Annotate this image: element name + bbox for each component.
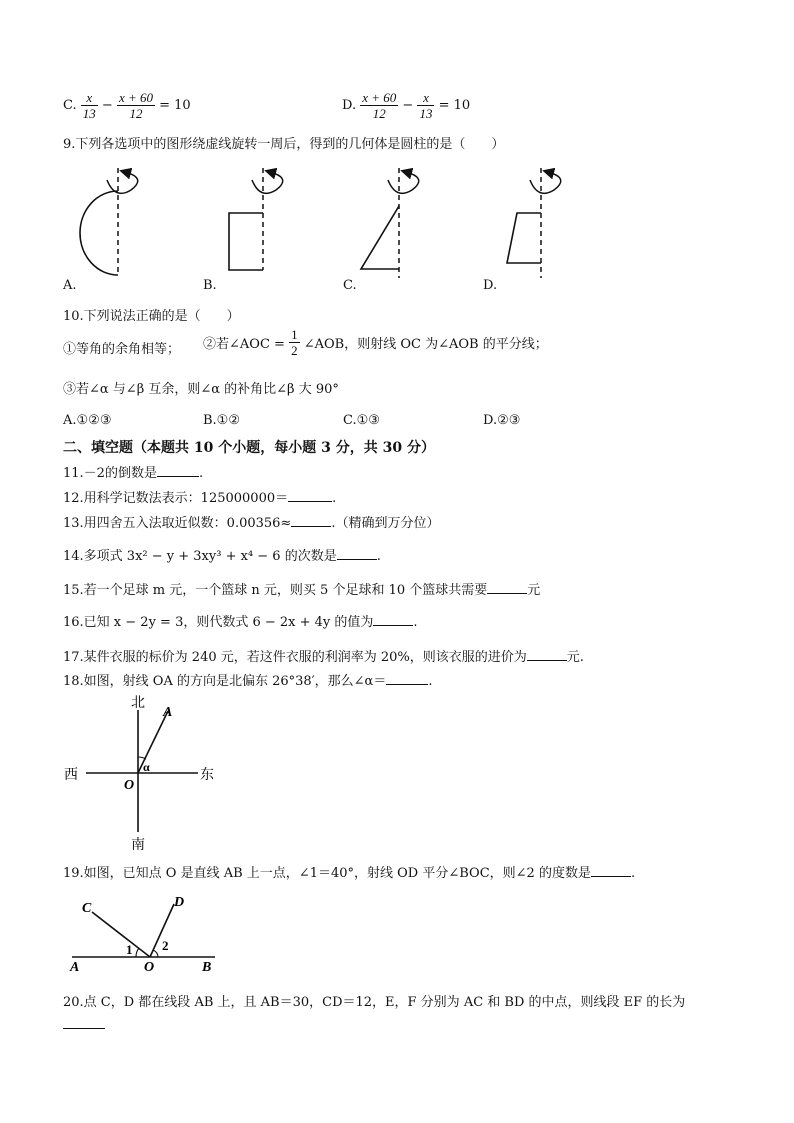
q10-option-a: A.①②③ [63, 413, 112, 428]
q10-statement-2 [203, 327, 548, 358]
fraction [117, 90, 155, 121]
question-text: 13.用四舍五入法取近似数：0.00356≈ [63, 516, 292, 531]
angle-1-label: 1 [126, 942, 133, 957]
figure-label-b: B. [203, 278, 217, 293]
q9-figures [55, 160, 575, 295]
q18 [63, 670, 432, 689]
q19 [63, 862, 635, 881]
numerator: x + 60 [362, 90, 397, 105]
alpha-label: α [143, 760, 150, 774]
denominator: 2 [291, 343, 298, 358]
q14 [63, 545, 381, 564]
operator: − [101, 98, 113, 113]
question-text: 16.已知 x − 2y = 3，则代数式 6 − 2x + 4y 的值为 [63, 615, 374, 630]
fraction [360, 90, 398, 121]
question-text: 元. [566, 650, 584, 665]
q13 [63, 512, 439, 531]
figure-label-a: A. [63, 278, 77, 293]
numerator: x [81, 90, 98, 106]
east-label: 东 [200, 768, 214, 783]
angle-2-arc [153, 950, 158, 957]
q10-option-c: C.①③ [343, 413, 380, 428]
question-text: 12.用科学记数法表示：125000000＝ [63, 491, 289, 506]
question-text: 17.某件衣服的标价为 240 元，若这件衣服的利润率为 20%，则该衣服的进价为 [63, 650, 527, 665]
question-text: 15.若一个足球 m 元，一个篮球 n 元，则买 5 个足球和 10 个篮球共需要 [63, 583, 488, 598]
answer-blank[interactable] [291, 514, 331, 527]
angle-2-label: 2 [162, 938, 169, 953]
q10-option-d: D.②③ [483, 413, 521, 428]
period: . [332, 491, 337, 506]
section-heading: 二、填空题（本题共 10 个小题，每小题 3 分，共 30 分） [63, 440, 435, 456]
q8-option-c [63, 90, 191, 121]
q17 [63, 646, 584, 665]
q19-figure [60, 888, 230, 976]
statement-text: ∠AOB，则射线 OC 为∠AOB 的平分线； [303, 337, 548, 352]
question-text: .（精确到万分位） [331, 516, 440, 531]
q10-text: 10.下列说法正确的是（ ） [63, 309, 240, 324]
q15 [63, 579, 540, 598]
numerator: 1 [291, 327, 298, 342]
denominator: 12 [129, 106, 143, 121]
west-label: 西 [64, 768, 78, 783]
q11 [63, 462, 203, 481]
option-label: D. [342, 98, 357, 113]
point-b-label: B [202, 960, 212, 975]
figure-c [361, 168, 419, 278]
q20-blank-line [63, 1016, 105, 1033]
q10-statement-1: ①等角的余角相等； [63, 342, 181, 357]
figure-d [507, 168, 561, 278]
north-label: 北 [131, 696, 145, 711]
q8-option-d [342, 90, 470, 121]
denominator: 13 [82, 106, 96, 121]
answer-blank[interactable] [63, 1016, 105, 1029]
figure-a [80, 168, 138, 275]
question-text: 11.－2的倒数是 [63, 466, 157, 481]
answer-blank[interactable] [337, 547, 377, 560]
denominator: 12 [372, 106, 386, 121]
point-d-label: D [174, 895, 185, 910]
figure-b [229, 168, 283, 270]
figure-label-c: C. [343, 278, 357, 293]
q12 [63, 487, 336, 506]
q10-option-b: B.①② [203, 413, 240, 428]
question-text: 18.如图，射线 OA 的方向是北偏东 26°38′，那么∠α＝ [63, 674, 387, 689]
period: . [198, 466, 204, 481]
q16 [63, 611, 418, 630]
ray-oc [92, 912, 150, 957]
numerator: x + 60 [118, 90, 153, 105]
point-o-label: O [124, 778, 135, 793]
question-text: 元 [527, 583, 541, 598]
fraction-half [289, 327, 300, 358]
statement-text: ②若∠AOC = [203, 337, 285, 352]
fraction [81, 90, 98, 121]
answer-blank[interactable] [487, 581, 527, 594]
figure-label-d: D. [483, 278, 498, 293]
q18-figure [60, 692, 230, 854]
answer-blank[interactable] [373, 613, 413, 626]
period: . [428, 674, 433, 689]
operator: − [402, 98, 414, 113]
rhs: = 10 [159, 98, 191, 113]
angle-1-arc [136, 948, 139, 957]
fraction [417, 90, 434, 121]
q20-text: 20.点 C，D 都在线段 AB 上，且 AB＝30，CD＝12，E，F 分别为 AC 和 BD 的中点，则线段 EF 的长为 [63, 995, 686, 1010]
answer-blank[interactable] [386, 672, 428, 685]
denominator: 13 [419, 106, 433, 121]
q10-statement-3: ③若∠α 与∠β 互余，则∠α 的补角比∠β 大 90° [63, 382, 339, 397]
question-text: 14.多项式 3x² − y + 3xy³ + x⁴ − 6 的次数是 [63, 549, 337, 564]
point-o-label: O [144, 960, 155, 975]
answer-blank[interactable] [288, 489, 332, 502]
period: . [630, 866, 636, 881]
answer-blank[interactable] [591, 864, 631, 877]
south-label: 南 [131, 838, 145, 853]
numerator: x [417, 90, 434, 106]
point-a-label: A [163, 705, 173, 720]
q9-text: 9.下列各选项中的图形绕虚线旋转一周后，得到的几何体是圆柱的是（ ） [63, 137, 505, 152]
point-c-label: C [82, 901, 92, 916]
point-a-label: A [70, 960, 80, 975]
period: . [376, 549, 381, 564]
rhs: = 10 [438, 98, 471, 113]
answer-blank[interactable] [527, 648, 567, 661]
question-text: 19.如图，已知点 O 是直线 AB 上一点，∠1＝40°，射线 OD 平分∠BOC，则∠2 的度数是 [63, 866, 591, 881]
period: . [413, 615, 418, 630]
option-label: C. [63, 98, 77, 113]
answer-blank[interactable] [157, 464, 199, 477]
